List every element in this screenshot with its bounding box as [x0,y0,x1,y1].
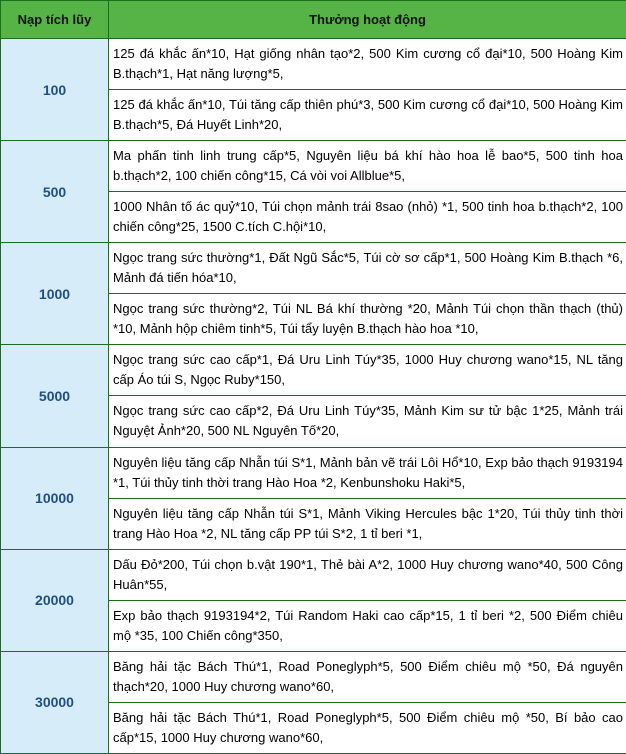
reward-table-body [1,39,626,754]
tier-amount: 100 [1,39,109,141]
table-row [1,243,626,294]
reward-cell: Nguyên liệu tăng cấp Nhẫn túi S*1, Mảnh Viking Hercules bậc 1*20, Túi thủy tinh thời trang Hào Hoa *2, NL tăng cấp PP túi S*2, 1 tỉ beri *1, [109,498,626,549]
reward-cell: Ngọc trang sức thường*2, Túi NL Bá khí thường *20, Mảnh Túi chọn thần thạch (thủ) *10, Mảnh hộp chiêm tinh*5, Túi tẩy luyện B.thạch hào hoa *10, [109,294,626,345]
tier-amount: 20000 [1,549,109,651]
reward-cell: Exp bảo thạch 9193194*2, Túi Random Haki cao cấp*15, 1 tỉ beri *2, 500 Điểm chiêu mộ *35, 100 Chiến công*350, [109,600,626,651]
reward-cell: 125 đá khắc ấn*10, Túi tăng cấp thiên phú*3, 500 Kim cương cổ đại*10, 500 Hoàng Kim B.thạch*5, Đá Huyết Linh*20, [109,90,626,141]
tier-amount: 500 [1,141,109,243]
header-reward: Thưởng hoạt động [109,1,626,39]
table-row [1,39,626,90]
header-row [1,1,626,39]
tier-amount: 30000 [1,651,109,753]
tier-amount: 1000 [1,243,109,345]
reward-cell: Băng hải tặc Bách Thú*1, Road Poneglyph*5, 500 Điểm chiêu mộ *50, Bí bảo cao cấp*15, 1000 Huy chương wano*60, [109,702,626,753]
reward-cell: Dấu Đỏ*200, Túi chọn b.vật 190*1, Thẻ bài A*2, 1000 Huy chương wano*40, 500 Công Huân*55, [109,549,626,600]
table-row [1,651,626,702]
reward-cell: Nguyên liệu tăng cấp Nhẫn túi S*1, Mảnh bản vẽ trái Lôi Hổ*10, Exp bảo thạch 9193194 *1, Túi thủy tinh thời trang Hào Hoa *2, Kenbunshoku Haki*5, [109,447,626,498]
table-row [1,549,626,600]
reward-cell: 1000 Nhân tố ác quỷ*10, Túi chọn mảnh trái 8sao (nhỏ) *1, 500 tinh hoa b.thạch*2, 100 chiến công*25, 1500 C.tích C.hội*10, [109,192,626,243]
tier-amount: 5000 [1,345,109,447]
reward-cell: Ngọc trang sức thường*1, Đất Ngũ Sắc*5, Túi cờ sơ cấp*1, 500 Hoàng Kim B.thạch *6, Mảnh đá tiến hóa*10, [109,243,626,294]
reward-cell: Ngọc trang sức cao cấp*2, Đá Uru Linh Túy*35, Mảnh Kim sư tử bậc 1*25, Mảnh trái Nguyệt Ảnh*20, 500 NL Nguyên Tố*20, [109,396,626,447]
reward-cell: Ngọc trang sức cao cấp*1, Đá Uru Linh Túy*35, 1000 Huy chương wano*15, NL tăng cấp Áo túi S, Ngọc Ruby*150, [109,345,626,396]
table-row [1,447,626,498]
table-row [1,141,626,192]
tier-amount: 10000 [1,447,109,549]
header-tier: Nạp tích lũy [1,1,109,39]
reward-cell: Băng hải tặc Bách Thú*1, Road Poneglyph*5, 500 Điểm chiêu mộ *50, Đá nguyên thạch*20, 1000 Huy chương wano*60, [109,651,626,702]
table-row [1,345,626,396]
reward-cell: Ma phấn tinh linh trung cấp*5, Nguyên liệu bá khí hào hoa lễ bao*5, 500 tinh hoa b.thạch*2, 100 chiến công*15, Cá vòi voi Allblue*5, [109,141,626,192]
reward-cell: 125 đá khắc ấn*10, Hạt giống nhân tạo*2, 500 Kim cương cổ đại*10, 500 Hoàng Kim B.thạch*1, Hạt năng lượng*5, [109,39,626,90]
